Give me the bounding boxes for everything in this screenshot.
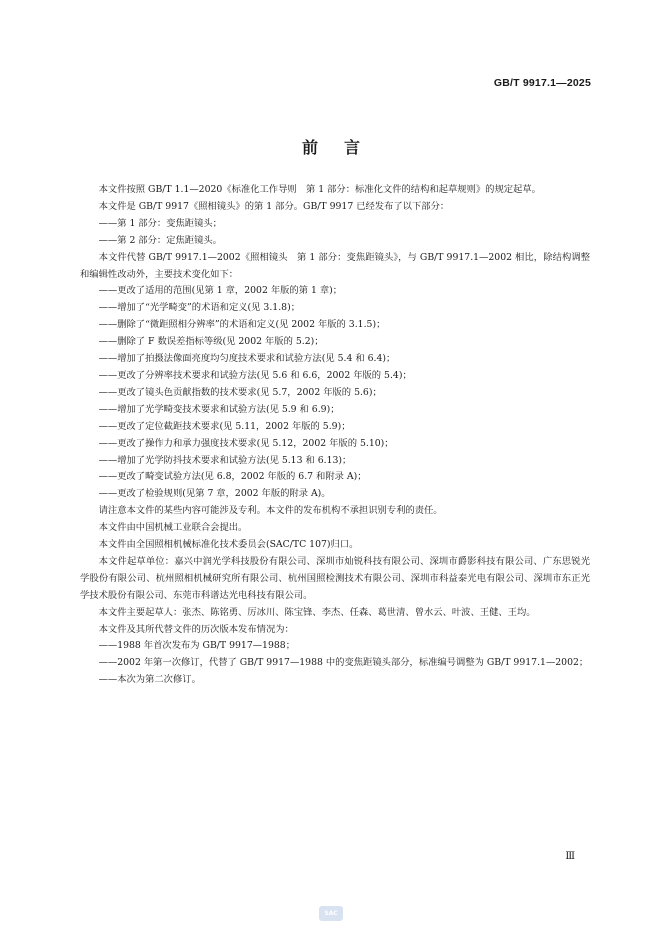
paragraph: 本文件按照 GB/T 1.1—2020《标准化工作导则 第 1 部分：标准化文件的结构和起草规则》的规定起草。 <box>98 184 541 195</box>
list-item: ——增加了“光学畸变”的术语和定义(见 3.1.8)； <box>98 302 301 314</box>
list-item: ——更改了定位截距技术要求(见 5.11，2002 年版的 5.9)； <box>98 420 351 432</box>
list-item: ——2002 年第一次修订，代替了 GB/T 9917—1988 中的变焦距镜头部分，标准编号调整为 GB/T 9917.1—2002； <box>98 657 589 669</box>
paragraph: 本文件及其所代替文件的历次版本发布情况为： <box>98 623 294 635</box>
list-item: ——增加了光学防抖技术要求和试验方法(见 5.13 和 6.13)； <box>98 454 352 466</box>
list-item: ——本次为第二次修订。 <box>98 674 201 686</box>
standard-code: GB/T 9917.1—2025 <box>493 77 591 89</box>
list-item: ——增加了拍摄法像面亮度均匀度技术要求和试验方法(见 5.4 和 6.4)； <box>98 353 396 365</box>
list-item: ——更改了检验规则(见第 7 章，2002 年版的附录 A)。 <box>98 488 331 500</box>
paragraph: 请注意本文件的某些内容可能涉及专利。本文件的发布机构不承担识别专利的责任。 <box>98 505 443 517</box>
list-item: ——更改了操作力和承力强度技术要求(见 5.12，2002 年版的 5.10)； <box>98 437 394 449</box>
page-title: 前言 <box>301 138 386 157</box>
sac-logo-icon: SAC <box>319 906 343 921</box>
list-item: ——1988 年首次发布为 GB/T 9917—1988； <box>98 640 295 652</box>
paragraph: 本文件起草单位：嘉兴中润光学科技股份有限公司、深圳市灿锐科技有限公司、深圳市爵影科技有限公司、广东思锐光学股份有限公司、杭州照相机械研究所有限公司、杭州国照检测技术有限公司、深圳市科益泰光电有限公司、深圳市东正光学技术股份有限公司、东莞市科谱达光电科技有限公司。 <box>80 555 590 601</box>
list-item: ——更改了畸变试验方法(见 6.8，2002 年版的 6.7 和附录 A)； <box>98 471 367 483</box>
list-item: ——增加了光学畸变技术要求和试验方法(见 5.9 和 6.9)； <box>98 403 340 415</box>
paragraph: 本文件是 GB/T 9917《照相镜头》的第 1 部分。GB/T 9917 已经发布了以下部分： <box>98 200 450 212</box>
list-item: ——第 1 部分：变焦距镜头； <box>98 217 222 229</box>
paragraph: 本文件代替 GB/T 9917.1—2002《照相镜头 第 1 部分：变焦距镜头》，与 GB/T 9917.1—2002 相比，除结构调整和编辑性改动外，主要技术变化如下： <box>80 251 590 280</box>
list-item: ——第 2 部分：定焦距镜头。 <box>98 234 222 246</box>
list-item: ——更改了镜头色贡献指数的技术要求(见 5.7，2002 年版的 5.6)； <box>98 386 382 398</box>
list-item: ——删除了 F 数误差指标等级(见 2002 年版的 5.2)； <box>98 336 324 348</box>
page-number: Ⅲ <box>565 851 576 862</box>
paragraph: 本文件主要起草人：张杰、陈铭勇、厉冰川、陈宝锋、李杰、任森、葛世清、曾水云、叶波、王健、王均。 <box>98 606 536 618</box>
list-item: ——更改了分辨率技术要求和试验方法(见 5.6 和 6.6，2002 年版的 5.4)； <box>98 369 412 381</box>
paragraph: 本文件由全国照相机械标准化技术委员会(SAC/TC 107)归口。 <box>98 539 359 551</box>
foreword-body <box>80 182 590 689</box>
paragraph: 本文件由中国机械工业联合会提出。 <box>98 522 248 534</box>
list-item: ——更改了适用的范围(见第 1 章，2002 年版的第 1 章)； <box>98 285 343 297</box>
list-item: ——删除了“微距照相分辨率”的术语和定义(见 2002 年版的 3.1.5)； <box>98 319 386 331</box>
